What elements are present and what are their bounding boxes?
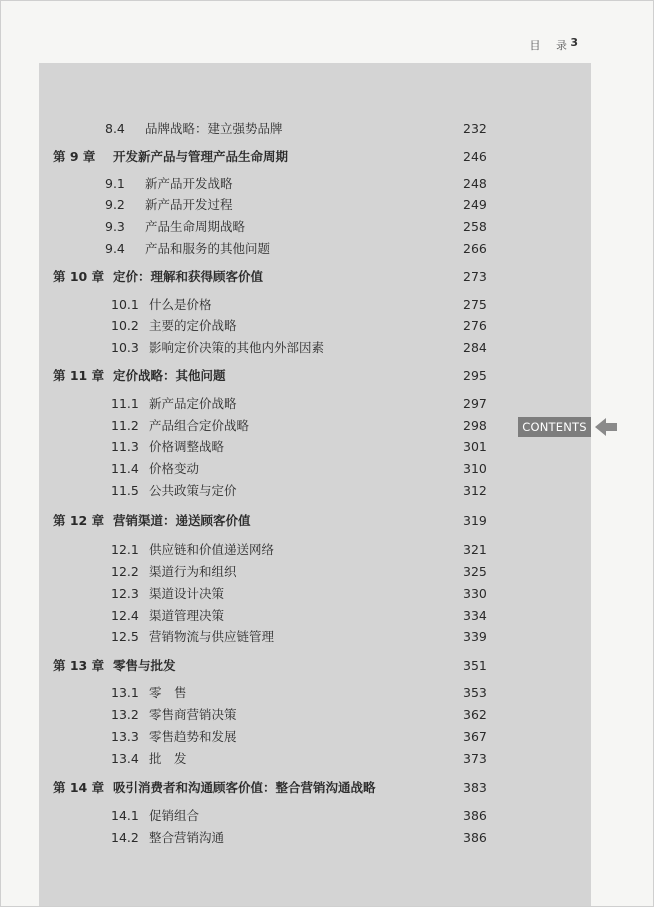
toc-section-row[interactable] — [39, 562, 591, 582]
section-number: 14.2 — [111, 830, 139, 845]
section-number: 13.1 — [111, 685, 139, 700]
toc-section-row[interactable] — [39, 749, 591, 769]
toc-section-row[interactable] — [39, 606, 591, 626]
section-title: 新产品开发战略 — [145, 176, 233, 191]
page-ref: 273 — [463, 269, 487, 284]
section-number: 12.2 — [111, 564, 139, 579]
arrow-left-icon — [595, 416, 617, 438]
toc-section-row[interactable] — [39, 174, 591, 194]
page-ref: 246 — [463, 149, 487, 164]
section-title: 零 售 — [149, 685, 187, 700]
section-number: 9.1 — [105, 176, 125, 191]
chapter-title: 营销渠道：递送顾客价值 — [113, 513, 251, 528]
page-ref: 373 — [463, 751, 487, 766]
section-number: 9.2 — [105, 197, 125, 212]
toc-chapter-row[interactable] — [39, 511, 591, 531]
page-ref: 383 — [463, 780, 487, 795]
section-title: 什么是价格 — [149, 297, 212, 312]
section-number: 12.4 — [111, 608, 139, 623]
section-number: 12.5 — [111, 629, 139, 644]
toc-section-row[interactable] — [39, 459, 591, 479]
section-number: 9.4 — [105, 241, 125, 256]
section-title: 产品组合定价战略 — [149, 418, 250, 433]
toc-section-row[interactable] — [39, 584, 591, 604]
section-title: 渠道设计决策 — [149, 586, 225, 601]
toc-section-row[interactable] — [39, 416, 591, 436]
section-title: 营销物流与供应链管理 — [149, 629, 275, 644]
section-number: 13.4 — [111, 751, 139, 766]
chapter-number: 第 14 章 — [53, 780, 105, 795]
toc-section-row[interactable] — [39, 295, 591, 315]
toc-section-row[interactable] — [39, 627, 591, 647]
page-number: 3 — [570, 36, 578, 49]
section-title: 主要的定价战略 — [149, 318, 237, 333]
toc-chapter-row[interactable] — [39, 366, 591, 386]
page-ref: 232 — [463, 121, 487, 136]
section-number: 11.2 — [111, 418, 139, 433]
section-title: 品牌战略：建立强势品牌 — [145, 121, 283, 136]
page-ref: 339 — [463, 629, 487, 644]
page-ref: 284 — [463, 340, 487, 355]
section-title: 新产品开发过程 — [145, 197, 233, 212]
section-number: 8.4 — [105, 121, 125, 136]
section-title: 产品生命周期战略 — [145, 219, 246, 234]
page-ref: 319 — [463, 513, 487, 528]
chapter-number: 第 10 章 — [53, 269, 105, 284]
page-ref: 248 — [463, 176, 487, 191]
section-title: 影响定价决策的其他内外部因素 — [149, 340, 325, 355]
chapter-number: 第 13 章 — [53, 658, 105, 673]
page-ref: 386 — [463, 830, 487, 845]
section-number: 11.4 — [111, 461, 139, 476]
toc-section-row[interactable] — [39, 394, 591, 414]
toc-section-row[interactable] — [39, 683, 591, 703]
section-title: 整合营销沟通 — [149, 830, 225, 845]
chapter-title: 定价：理解和获得顾客价值 — [113, 269, 264, 284]
page-ref: 330 — [463, 586, 487, 601]
section-title: 价格变动 — [149, 461, 200, 476]
chapter-title: 定价战略：其他问题 — [113, 368, 226, 383]
page-ref: 312 — [463, 483, 487, 498]
chapter-title: 开发新产品与管理产品生命周期 — [113, 149, 289, 164]
page-ref: 266 — [463, 241, 487, 256]
page-ref: 249 — [463, 197, 487, 212]
page-ref: 353 — [463, 685, 487, 700]
section-number: 10.3 — [111, 340, 139, 355]
toc-section-row[interactable] — [39, 705, 591, 725]
section-title: 渠道行为和组织 — [149, 564, 237, 579]
page-ref: 351 — [463, 658, 487, 673]
section-title: 供应链和价值递送网络 — [149, 542, 275, 557]
section-number: 11.1 — [111, 396, 139, 411]
toc-section-row[interactable] — [39, 217, 591, 237]
chapter-title: 零售与批发 — [113, 658, 176, 673]
chapter-title: 吸引消费者和沟通顾客价值：整合营销沟通战略 — [113, 780, 376, 795]
toc-section-row[interactable] — [39, 119, 591, 139]
section-title: 产品和服务的其他问题 — [145, 241, 271, 256]
toc-section-row[interactable] — [39, 338, 591, 358]
toc-chapter-row[interactable] — [39, 778, 591, 798]
page-ref: 386 — [463, 808, 487, 823]
section-number: 13.2 — [111, 707, 139, 722]
toc-panel — [39, 63, 591, 906]
section-number: 9.3 — [105, 219, 125, 234]
toc-section-row[interactable] — [39, 481, 591, 501]
toc-section-row[interactable] — [39, 540, 591, 560]
running-head: 目 录 — [529, 39, 573, 52]
section-title: 渠道管理决策 — [149, 608, 225, 623]
toc-section-row[interactable] — [39, 828, 591, 848]
toc-section-row[interactable] — [39, 195, 591, 215]
page-ref: 295 — [463, 368, 487, 383]
toc-chapter-row[interactable] — [39, 147, 591, 167]
toc-section-row[interactable] — [39, 239, 591, 259]
section-number: 10.2 — [111, 318, 139, 333]
section-number: 13.3 — [111, 729, 139, 744]
page-ref: 310 — [463, 461, 487, 476]
section-number: 11.5 — [111, 483, 139, 498]
section-title: 批 发 — [149, 751, 187, 766]
page-ref: 301 — [463, 439, 487, 454]
section-number: 11.3 — [111, 439, 139, 454]
chapter-number: 第 9 章 — [53, 149, 96, 164]
section-title: 公共政策与定价 — [149, 483, 237, 498]
toc-section-row[interactable] — [39, 316, 591, 336]
toc-section-row[interactable] — [39, 437, 591, 457]
page-ref: 275 — [463, 297, 487, 312]
section-number: 12.1 — [111, 542, 139, 557]
section-title: 促销组合 — [149, 808, 200, 823]
page-ref: 321 — [463, 542, 487, 557]
chapter-number: 第 11 章 — [53, 368, 105, 383]
toc-chapter-row[interactable] — [39, 656, 591, 676]
section-title: 零售趋势和发展 — [149, 729, 237, 744]
page-ref: 298 — [463, 418, 487, 433]
toc-section-row[interactable] — [39, 806, 591, 826]
section-number: 10.1 — [111, 297, 139, 312]
section-number: 14.1 — [111, 808, 139, 823]
toc-chapter-row[interactable] — [39, 267, 591, 287]
chapter-number: 第 12 章 — [53, 513, 105, 528]
toc-section-row[interactable] — [39, 727, 591, 747]
contents-tab[interactable]: CONTENTS — [518, 417, 591, 437]
page-ref: 258 — [463, 219, 487, 234]
section-title: 价格调整战略 — [149, 439, 225, 454]
section-title: 新产品定价战略 — [149, 396, 237, 411]
section-title: 零售商营销决策 — [149, 707, 237, 722]
page-ref: 334 — [463, 608, 487, 623]
section-number: 12.3 — [111, 586, 139, 601]
page-ref: 276 — [463, 318, 487, 333]
page-ref: 325 — [463, 564, 487, 579]
page-ref: 362 — [463, 707, 487, 722]
page-ref: 367 — [463, 729, 487, 744]
page-ref: 297 — [463, 396, 487, 411]
